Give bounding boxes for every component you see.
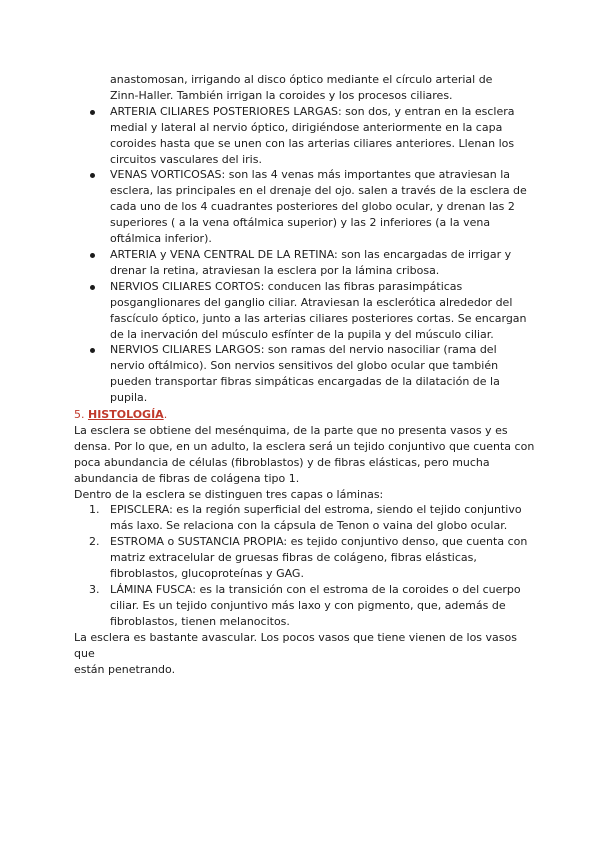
text-line: NERVIOS CILIARES CORTOS: conducen las fibras parasimpáticas [110, 279, 463, 293]
text-line: de la inervación del músculo esfínter de la pupila y del músculo ciliar. [110, 327, 494, 341]
text-line: Zinn-Haller. También irrigan la coroides y los procesos ciliares. [110, 88, 453, 102]
text-line: anastomosan, irrigando al disco óptico mediante el círculo arterial de [110, 73, 493, 86]
text-line: NERVIOS CILIARES LARGOS: son ramas del nervio nasociliar (rama del [110, 343, 497, 357]
list-number: 2. [89, 535, 100, 549]
intro-paragraph [74, 423, 536, 503]
bullet-item-arterias-ciliares-largas [74, 104, 536, 168]
document-content [74, 72, 536, 677]
section-heading [74, 407, 536, 423]
section-number: 5. [74, 408, 85, 422]
text-line: fibroblastos, tienen melanocitos. [110, 614, 290, 628]
list-number: 3. [89, 583, 100, 596]
text-line: ARTERIA CILIARES POSTERIORES LARGAS: son dos, y entran en la esclera [110, 104, 515, 118]
text-line: pupila. [110, 391, 148, 405]
text-line: drenar la retina, atraviesan la esclera por la lámina cribosa. [110, 263, 440, 277]
text-line: poca abundancia de células (fibroblastos) y de fibras elásticas, pero mucha [74, 455, 490, 469]
text-line: La esclera es bastante avascular. Los pocos vasos que tiene vienen de los vasos que [74, 630, 517, 660]
text-line: LÁMINA FUSCA: es la transición con el estroma de la coroides o del cuerpo [110, 583, 521, 596]
layer-item-episclera [74, 502, 536, 534]
text-line: cada uno de los 4 cuadrantes posteriores del globo ocular, y drenan las 2 [110, 200, 515, 214]
text-line: nervio oftálmico). Son nervios sensitivos del globo ocular que también [110, 359, 499, 373]
text-line: coroides hasta que se unen con las arterias ciliares anteriores. Llenan los [110, 136, 515, 150]
text-line: VENAS VORTICOSAS: son las 4 venas más importantes que atraviesan la [110, 168, 511, 182]
bullet-item-nervios-ciliares-cortos [74, 279, 536, 343]
text-line: medial y lateral al nervio óptico, dirigiéndose anteriormente en la capa [110, 120, 503, 134]
text-line: densa. Por lo que, en un adulto, la esclera será un tejido conjuntivo que cuenta con [74, 439, 535, 453]
text-line: superiores ( a la vena oftálmica superior) y las 2 inferiores (a la vena [110, 216, 491, 230]
bullet-item-venas-vorticosas [74, 167, 536, 247]
text-line: más laxo. Se relaciona con la cápsula de Tenon o vaina del globo ocular. [110, 519, 508, 533]
bullet-icon [90, 348, 95, 353]
text-line: Dentro de la esclera se distinguen tres capas o láminas: [74, 487, 384, 501]
text-line: EPISCLERA: es la región superficial del estroma, siendo el tejido conjuntivo [110, 503, 522, 517]
section-title: HISTOLOGÍA [88, 408, 164, 422]
bullet-item-nervios-ciliares-largos [74, 342, 536, 406]
text-line: matriz extracelular de gruesas fibras de colágeno, fibras elásticas, [110, 551, 477, 565]
closing-paragraph [74, 630, 536, 678]
text-line: ciliar. Es un tejido conjuntivo más laxo y con pigmento, que, además de [110, 598, 506, 612]
bullet-list [74, 104, 536, 406]
bullet-icon [90, 173, 95, 178]
text-line: La esclera se obtiene del mesénquima, de la parte que no presenta vasos y es [74, 423, 508, 437]
bullet-icon [90, 253, 95, 258]
text-line: circuitos vasculares del iris. [110, 152, 262, 166]
text-line: fibroblastos, glucoproteínas y GAG. [110, 567, 304, 581]
layers-list [74, 502, 536, 629]
text-line: posganglionares del ganglio ciliar. Atraviesan la esclerótica alrededor del [110, 295, 513, 309]
layer-item-estroma [74, 534, 536, 582]
list-number: 1. [89, 503, 100, 517]
continuation-paragraph [74, 72, 536, 104]
text-line: abundancia de fibras de colágena tipo 1. [74, 471, 300, 485]
layer-item-lamina-fusca [74, 582, 536, 630]
bullet-icon [90, 110, 95, 115]
text-line: pueden transportar fibras simpáticas encargadas de la dilatación de la [110, 375, 500, 389]
bullet-item-arteria-vena-central [74, 247, 536, 279]
text-line: ESTROMA o SUSTANCIA PROPIA: es tejido conjuntivo denso, que cuenta con [110, 535, 528, 549]
text-line: oftálmica inferior). [110, 232, 212, 246]
bullet-icon [90, 285, 95, 290]
text-line: fascículo óptico, junto a las arterias ciliares posteriores cortas. Se encargan [110, 311, 527, 325]
text-line: están penetrando. [74, 662, 176, 676]
text-line: ARTERIA y VENA CENTRAL DE LA RETINA: son las encargadas de irrigar y [110, 247, 512, 261]
text-line: esclera, las principales en el drenaje del ojo. salen a través de la esclera de [110, 184, 527, 198]
section-period: . [163, 408, 168, 422]
